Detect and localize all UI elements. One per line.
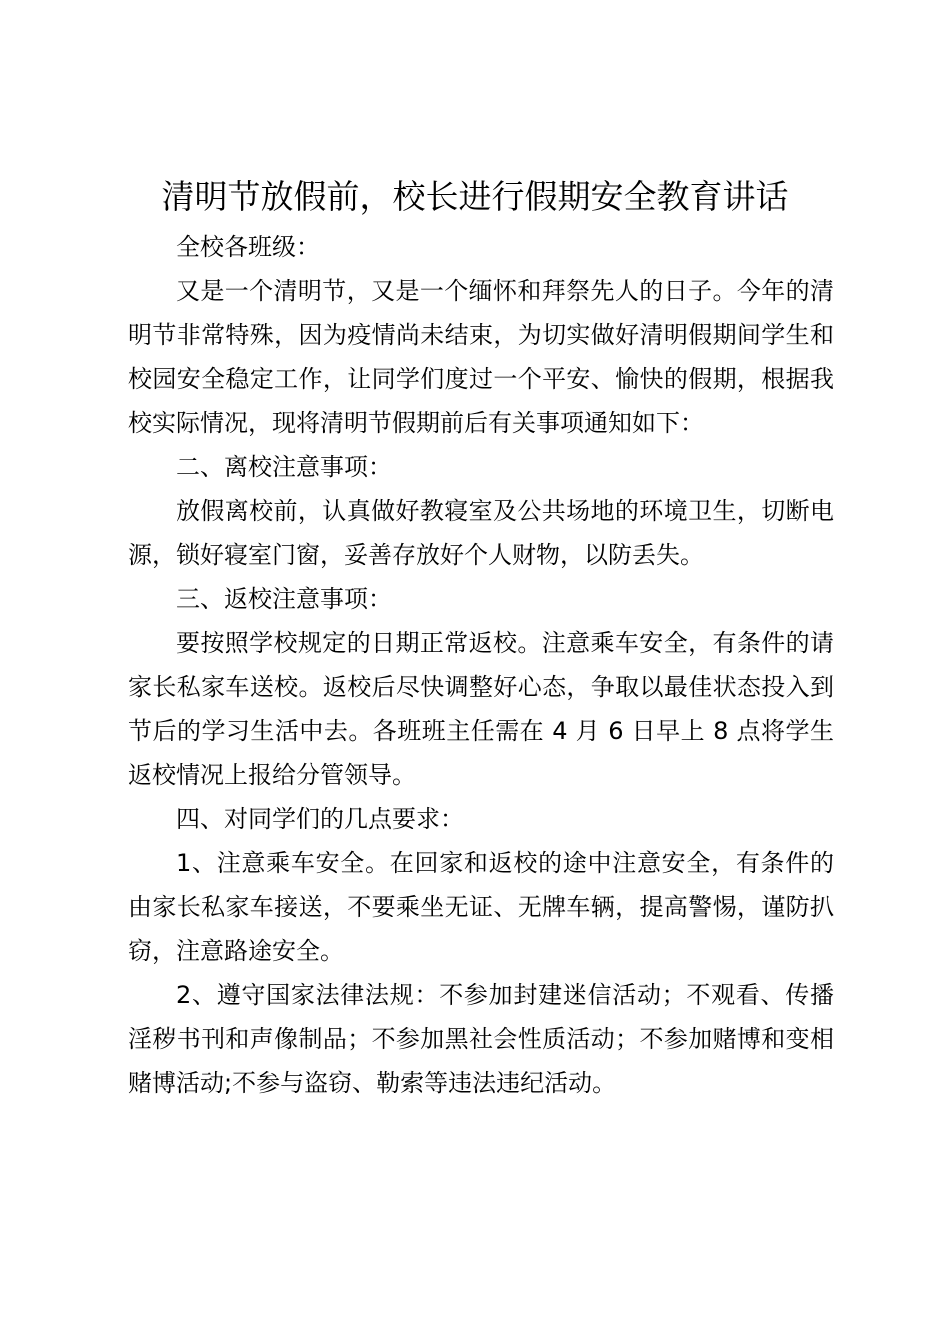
section-heading-returning-school: 三、返校注意事项： — [176, 585, 392, 613]
section-heading-requirements: 四、对同学们的几点要求： — [176, 805, 464, 833]
paragraph-leaving-school: 放假离校前，认真做好教寝室及公共场地的环境卫生，切断电源，锁好寝室门窗，妥善存放好个人财物，以防丢失。 — [128, 497, 834, 569]
salutation: 全校各班级： — [176, 233, 320, 261]
document-body — [128, 225, 834, 1105]
requirement-item-2: 2、遵守国家法律法规：不参加封建迷信活动；不观看、传播淫秽书刊和声像制品；不参加黑社会性质活动；不参加赌博和变相赌博活动;不参与盗窃、勒索等违法违纪活动。 — [128, 981, 834, 1097]
paragraph-intro: 又是一个清明节，又是一个缅怀和拜祭先人的日子。今年的清明节非常特殊，因为疫情尚未结束，为切实做好清明假期间学生和校园安全稳定工作，让同学们度过一个平安、愉快的假期，根据我校实际情况，现将清明节假期前后有关事项通知如下： — [128, 277, 834, 437]
section-heading-leaving-school: 二、离校注意事项： — [176, 453, 392, 481]
document-title: 清明节放假前，校长进行假期安全教育讲话 — [161, 177, 789, 216]
requirement-item-1: 1、注意乘车安全。在回家和返校的途中注意安全，有条件的由家长私家车接送，不要乘坐无证、无牌车辆，提高警惕，谨防扒窃，注意路途安全。 — [128, 849, 834, 965]
paragraph-returning-school: 要按照学校规定的日期正常返校。注意乘车安全，有条件的请家长私家车送校。返校后尽快调整好心态，争取以最佳状态投入到节后的学习生活中去。各班班主任需在 4 月 6 日早上 8 点将学生返校情况上报给分管领导。 — [128, 629, 834, 789]
